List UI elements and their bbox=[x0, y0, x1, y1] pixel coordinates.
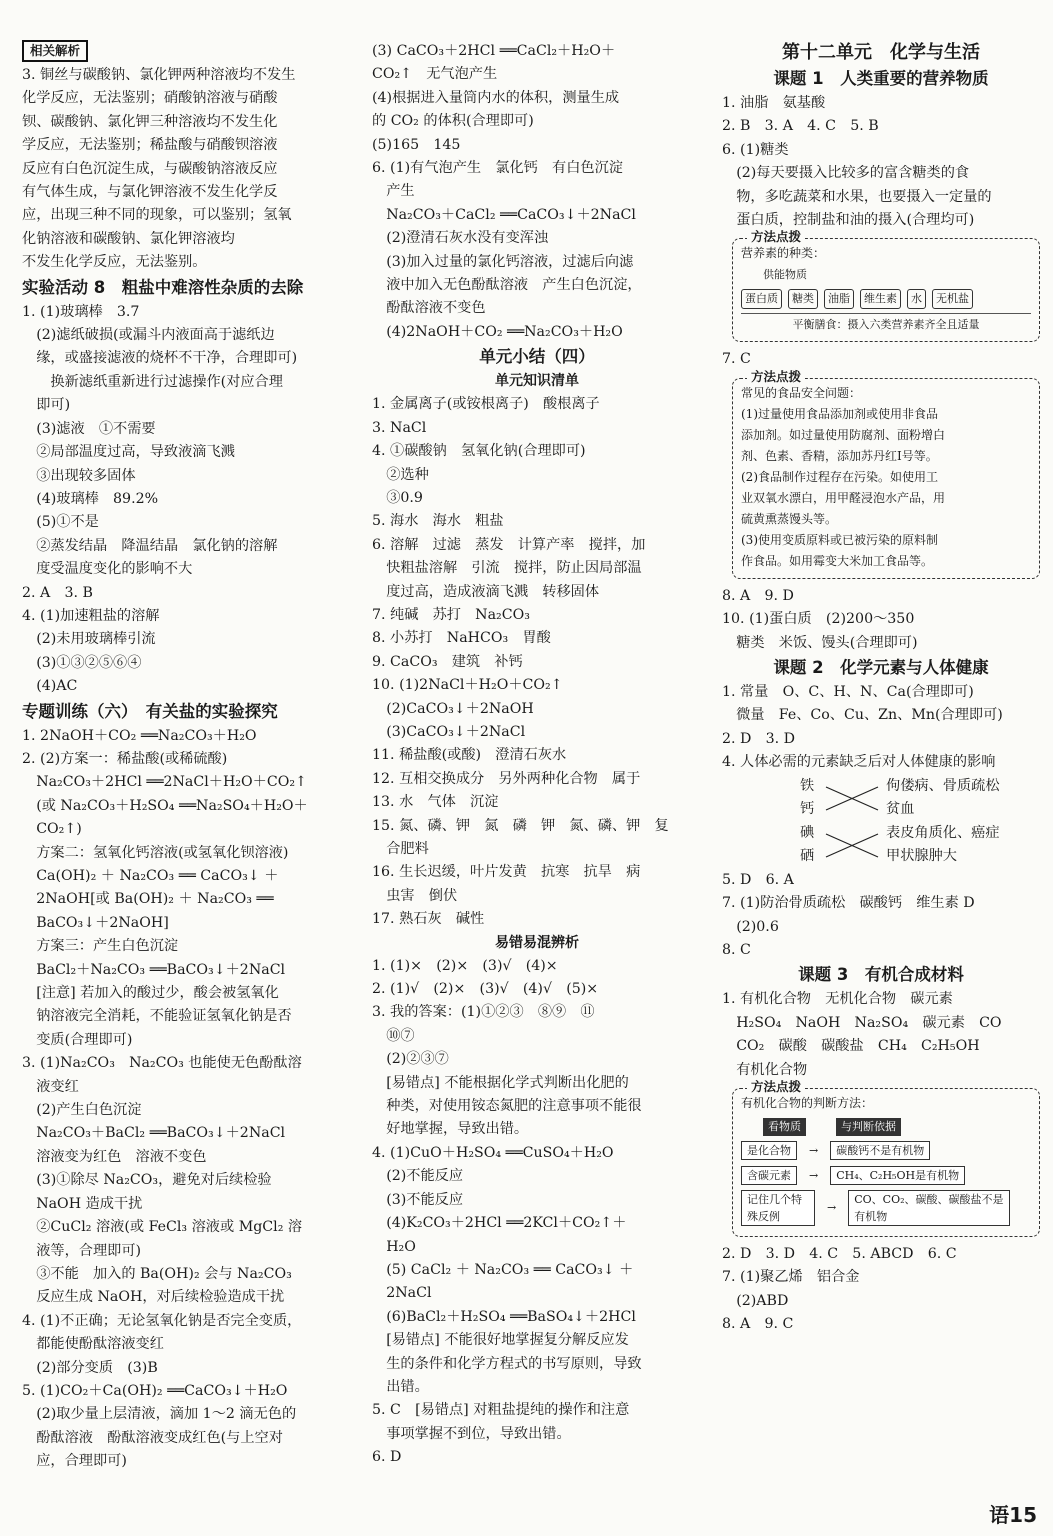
answer-line: 溶液变为红色 溶液不变色 bbox=[22, 1148, 207, 1165]
answer-line: 4. 人体必需的元素缺乏后对人体健康的影响 bbox=[722, 754, 996, 771]
answer-line: 3. NaCl bbox=[372, 419, 427, 436]
answer-line: ⑩⑦ bbox=[372, 1027, 415, 1044]
answer-line: 化钠溶液和碳酸钠、氯化钾溶液均 bbox=[22, 230, 235, 247]
answer-line: 7. 纯碱 苏打 Na₂CO₃ bbox=[372, 606, 530, 623]
effects bbox=[886, 775, 1000, 869]
answer-line: 2. A 3. B bbox=[22, 584, 93, 601]
answer-line: Ca(OH)₂ ＋ Na₂CO₃ ══ CaCO₃↓ ＋ bbox=[22, 868, 279, 884]
answer-line: (2)食品制作过程存在污染。如使用工 bbox=[741, 469, 938, 484]
flow-head bbox=[741, 1118, 1031, 1136]
answer-line: CO₂↑) bbox=[22, 821, 82, 838]
answer-line: (3)加入过量的氯化钙溶液，过滤后向滤 bbox=[372, 253, 634, 270]
answer-line: 好地掌握，导致出错。 bbox=[372, 1121, 529, 1138]
answer-line: 8. C bbox=[722, 941, 751, 958]
flow-row bbox=[741, 1165, 1031, 1186]
answer-line: 种类，对使用铵态氮肥的注意事项不能很 bbox=[372, 1098, 642, 1115]
answer-line: (4)根据进入量筒内水的体积，测量生成 bbox=[372, 89, 620, 106]
answer-line: 合肥料 bbox=[372, 841, 429, 857]
answer-line: 8. 小苏打 NaHCO₃ 胃酸 bbox=[372, 630, 551, 647]
answer-line: 液中加入无色酚酞溶液 产生白色沉淀， bbox=[372, 277, 642, 294]
topic1-answers bbox=[722, 92, 1040, 232]
answer-line: 12. 互相交换成分 另外两种化合物 属于 bbox=[372, 770, 641, 787]
topic2-answers bbox=[722, 681, 1040, 775]
element-name: 硒 bbox=[800, 847, 815, 864]
answer-line: (4)2NaOH＋CO₂ ══Na₂CO₃＋H₂O bbox=[372, 323, 623, 340]
answer-line: (3)①③②⑤⑥④ bbox=[22, 654, 142, 671]
answer-line: 2NaOH[或 Ba(OH)₂ ＋ Na₂CO₃ ══ bbox=[22, 891, 274, 908]
answer-line: ②蒸发结晶 降温结晶 氯化钠的溶解 bbox=[22, 537, 278, 554]
flow-row bbox=[741, 1190, 1031, 1226]
answer-line: 应，出现三种不同的现象，可以鉴别；氢氧 bbox=[22, 207, 292, 224]
answer-line: (3)①除尽 Na₂CO₃，避免对后续检验 bbox=[22, 1172, 272, 1189]
answer-line: (4)K₂CO₃＋2HCl ══2KCl＋CO₂↑＋ bbox=[372, 1215, 627, 1232]
answer-line: 4. (1)CuO＋H₂SO₄ ══CuSO₄＋H₂O bbox=[372, 1144, 614, 1161]
answer-line: 1. 2NaOH＋CO₂ ══Na₂CO₃＋H₂O bbox=[22, 727, 257, 744]
page-number: 语15 bbox=[989, 1503, 1037, 1527]
answer-line: (5)①不是 bbox=[22, 514, 99, 531]
special6-answers bbox=[22, 725, 352, 1474]
flow-note: CH₄、C₂H₅OH是有机物 bbox=[830, 1166, 965, 1185]
answer-line: 3. (1)Na₂CO₃ Na₂CO₃ 也能使无色酚酞溶 bbox=[22, 1055, 302, 1072]
answer-line: 1. (1)玻璃棒 3.7 bbox=[22, 303, 140, 320]
answer-line: 方案三：产生白色沉淀 bbox=[22, 938, 179, 955]
section-heading: 专题训练（六） 有关盐的实验探究 bbox=[22, 701, 278, 721]
answer-line: 3. 铜丝与碳酸钠、氯化钾两种溶液均不发生 bbox=[22, 67, 296, 83]
answer-line: 酚酞溶液不变色 bbox=[372, 300, 486, 317]
answer-line: 液变红 bbox=[22, 1078, 79, 1095]
topic3-answers bbox=[722, 988, 1040, 1082]
answer-line: 有机化合物 bbox=[722, 1061, 808, 1078]
answer-line: 2. B 3. A 4. C 5. B bbox=[722, 118, 879, 135]
answer-line: 13. 水 气体 沉淀 bbox=[372, 794, 499, 811]
answer-line: 6. 溶解 过滤 蒸发 计算产率 搅拌，加 bbox=[372, 536, 646, 553]
answer-line: (2)滤纸破损(或漏斗内液面高于滤纸边 bbox=[22, 327, 275, 344]
matching-lines bbox=[822, 775, 882, 869]
effect: 佝偻病、骨质疏松 bbox=[886, 777, 1000, 794]
answer-line: (2)取少量上层清液，滴加 1～2 滴无色的 bbox=[22, 1406, 297, 1423]
answer-line: (3)滤液 ①不需要 bbox=[22, 420, 156, 437]
answer-line: 11. 稀盐酸(或酸) 澄清石灰水 bbox=[372, 747, 567, 764]
answer-line: Na₂CO₃＋BaCl₂ ══BaCO₃↓＋2NaCl bbox=[22, 1125, 286, 1142]
answer-line: ③出现较多固体 bbox=[22, 467, 136, 484]
answer-line: [注意] 若加入的酸过少，酸会被氢氧化 bbox=[22, 985, 279, 1002]
answer-line: 有气体生成，与氯化钾溶液不发生化学反 bbox=[22, 184, 278, 201]
answer-line: (5) CaCl₂ ＋ Na₂CO₃ ══ CaCO₃↓ ＋ bbox=[372, 1261, 634, 1278]
answer-line: 即可) bbox=[22, 397, 71, 414]
nutrient-item: 油脂 bbox=[824, 289, 854, 309]
answer-line: 化学反应，无法鉴别；硝酸钠溶液与硝酸 bbox=[22, 90, 278, 107]
answer-line: (4)玻璃棒 89.2% bbox=[22, 490, 159, 507]
answer-line: 缘，或盛接滤液的烧杯不干净，合理即可) bbox=[22, 350, 298, 367]
nutrient-item: 水 bbox=[907, 289, 926, 309]
answer-line: 的 CO₂ 的体积(合理即可) bbox=[372, 113, 534, 130]
answer-line: 5. 海水 海水 粗盐 bbox=[372, 513, 504, 530]
answer-line: 15. 氮、磷、钾 氮 磷 钾 氮、磷、钾 复 bbox=[372, 817, 669, 834]
answer-line: 2. D 3. D 4. C 5. ABCD 6. C bbox=[722, 1245, 957, 1262]
answer-line: 1. 油脂 氨基酸 bbox=[722, 95, 826, 111]
answer-line: Na₂CO₃＋2HCl ══2NaCl＋H₂O＋CO₂↑ bbox=[22, 774, 307, 791]
flow-key: 看物质 bbox=[763, 1118, 806, 1136]
answer-line: 16. 生长迟缓，叶片发黄 抗寒 抗旱 病 bbox=[372, 864, 641, 881]
answer-line: 7. (1)聚乙烯 铝合金 bbox=[722, 1269, 860, 1286]
related-analysis-tag: 相关解析 bbox=[22, 40, 88, 62]
element-names bbox=[800, 775, 814, 869]
answer-line: 钡、碳酸钠、氯化钾三种溶液均不发生化 bbox=[22, 113, 278, 130]
answer-line: 换新滤纸重新进行过滤操作(对应合理 bbox=[22, 373, 283, 390]
arrow-icon: → bbox=[809, 1143, 819, 1157]
topic3b-answers bbox=[722, 1243, 1040, 1337]
analysis-text bbox=[22, 64, 352, 275]
method-tip-box bbox=[732, 1078, 1040, 1237]
answer-line: (4)AC bbox=[22, 678, 78, 695]
answer-line: 7. (1)防治骨质疏松 碳酸钙 维生素 D bbox=[722, 895, 975, 912]
answer-line: 出错。 bbox=[372, 1378, 429, 1395]
answer-line: 事项掌握不到位，导致出错。 bbox=[372, 1425, 571, 1442]
answer-line: BaCO₃↓＋2NaOH] bbox=[22, 914, 169, 931]
nutrient-list bbox=[741, 289, 1031, 309]
answer-line: 方案二：氢氧化钙溶液(或氢氧化钡溶液) bbox=[22, 844, 289, 861]
answer-line: 剂、色素、香精，添加苏丹红Ⅰ号等。 bbox=[741, 448, 938, 463]
answer-line: 1. (1)× (2)× (3)√ (4)× bbox=[372, 957, 558, 974]
answer-line: (6)BaCl₂＋H₂SO₄ ══BaSO₄↓＋2HCl bbox=[372, 1308, 636, 1325]
answer-line: 反应生成 NaOH，对后续检验造成干扰 bbox=[22, 1289, 285, 1306]
answer-line: 6. (1)糖类 bbox=[722, 141, 789, 158]
answer-line: 2. (2)方案一：稀盐酸(或稀硫酸) bbox=[22, 750, 228, 767]
answer-line: 10. (1)2NaCl＋H₂O＋CO₂↑ bbox=[372, 677, 563, 694]
answer-line: CO₂↑ 无气泡产生 bbox=[372, 66, 498, 83]
answer-line: (或 Na₂CO₃＋H₂SO₄ ══Na₂SO₄＋H₂O＋ bbox=[22, 797, 308, 814]
error-answers bbox=[372, 955, 702, 1470]
after-box-answers bbox=[722, 585, 1040, 655]
section-heading: 课题 1 人类重要的营养物质 bbox=[773, 69, 989, 88]
answer-line: 4. ①碳酸钠 氢氧化钠(合理即可) bbox=[372, 443, 586, 460]
answer-line: 4. (1)不正确；无论氢氧化钠是否完全变质， bbox=[22, 1312, 302, 1329]
answer-line: 6. (1)有气泡产生 氯化钙 有白色沉淀 bbox=[372, 160, 623, 177]
answer-line: 常见的食品安全问题： bbox=[741, 385, 862, 400]
effect: 甲状腺肿大 bbox=[886, 847, 957, 864]
answer-line: 产生 bbox=[372, 183, 415, 200]
answer-line: 2. (1)√ (2)× (3)√ (4)√ (5)× bbox=[372, 981, 599, 998]
section-heading: 单元小结（四） bbox=[479, 347, 595, 367]
answer-line: (2)产生白色沉淀 bbox=[22, 1102, 142, 1119]
answer-line: 7. C bbox=[722, 351, 751, 368]
answer-line: 度受温度变化的影响不大 bbox=[22, 561, 193, 578]
effect: 贫血 bbox=[886, 801, 915, 818]
column-3 bbox=[722, 40, 1040, 1337]
box-caption: 有机化合物的判断方法： bbox=[741, 1095, 874, 1110]
flow-step: 记住几个特殊反例 bbox=[741, 1190, 815, 1226]
answer-line: 业双氧水漂白，用甲醛浸泡水产品，用 bbox=[741, 490, 946, 505]
answer-line: 不发生化学反应，无法鉴别。 bbox=[22, 254, 207, 271]
continued-answers bbox=[372, 40, 702, 344]
nutrient-item: 糖类 bbox=[788, 289, 818, 309]
answer-line: (2)不能反应 bbox=[372, 1168, 464, 1185]
answer-line: (3) CaCO₃＋2HCl ══CaCl₂＋H₂O＋ bbox=[372, 43, 616, 59]
flow-key: 与判断依据 bbox=[836, 1118, 901, 1136]
answer-line: 反应有白色沉淀生成，与碳酸钠溶液反应 bbox=[22, 160, 278, 177]
checklist-answers bbox=[372, 393, 702, 931]
section-heading: 实验活动 8 粗盐中难溶性杂质的去除 bbox=[22, 277, 304, 297]
box-lines bbox=[741, 383, 1031, 572]
answer-line: ②局部温度过高，导致液滴飞溅 bbox=[22, 444, 235, 461]
element-matching-diagram bbox=[778, 775, 1040, 869]
answer-line: 蛋白质，控制盐和油的摄入(合理均可) bbox=[722, 212, 975, 229]
answer-line: (2)部分变质 (3)B bbox=[22, 1359, 158, 1376]
element-name: 钙 bbox=[800, 801, 815, 818]
subsection-heading: 单元知识清单 bbox=[495, 373, 579, 390]
answer-line: 5. D 6. A bbox=[722, 871, 794, 888]
answer-line: 9. CaCO₃ 建筑 补钙 bbox=[372, 653, 523, 670]
answer-line: NaOH 造成干扰 bbox=[22, 1195, 143, 1212]
box-footer: 平衡膳食：摄入六类营养素齐全且适量 bbox=[741, 313, 1031, 335]
answer-line: (2)未用玻璃棒引流 bbox=[22, 631, 156, 648]
answer-line: ③不能 加入的 Ba(OH)₂ 会与 Na₂CO₃ bbox=[22, 1265, 292, 1282]
answer-line: (5)165 145 bbox=[372, 136, 461, 153]
answer-line: 作食品。如用霉变大米加工食品等。 bbox=[741, 553, 934, 568]
answer-line: (3)不能反应 bbox=[372, 1191, 464, 1208]
nutrient-item: 蛋白质 bbox=[741, 289, 782, 309]
activity8-answers bbox=[22, 301, 352, 699]
element-name: 碘 bbox=[800, 824, 815, 841]
answer-line: 5. (1)CO₂＋Ca(OH)₂ ══CaCO₃↓＋H₂O bbox=[22, 1382, 288, 1399]
answer-line: 2NaCl bbox=[372, 1285, 432, 1302]
answer-line: (2)②③⑦ bbox=[372, 1051, 449, 1068]
box-title: 方法点拨 bbox=[747, 1078, 805, 1096]
answer-line: ③0.9 bbox=[372, 489, 423, 506]
flow-step: 是化合物 bbox=[741, 1141, 797, 1160]
box-caption: 营养素的种类： bbox=[741, 246, 826, 261]
answer-line: 微量 Fe、Co、Cu、Zn、Mn(合理即可) bbox=[722, 707, 1003, 724]
box-subcaption: 供能物质 bbox=[763, 268, 807, 282]
answer-line: 生的条件和化学方程式的书写原则，导致 bbox=[372, 1355, 642, 1372]
subsection-heading: 易错易混辨析 bbox=[495, 934, 579, 951]
flow-step: 含碳元素 bbox=[741, 1166, 797, 1185]
answer-line: Na₂CO₃＋CaCl₂ ══CaCO₃↓＋2NaCl bbox=[372, 206, 636, 223]
box-title: 方法点拨 bbox=[747, 368, 805, 386]
answer-line: [易错点] 不能很好地掌握复分解反应发 bbox=[372, 1332, 629, 1349]
answer-line: 都能使酚酞溶液变红 bbox=[22, 1336, 164, 1353]
answer-line: 物，多吃蔬菜和水果，也要摄入一定量的 bbox=[722, 188, 992, 205]
answer-line: H₂O bbox=[372, 1238, 416, 1255]
element-name: 铁 bbox=[800, 777, 815, 794]
answer-line: 8. A 9. C bbox=[722, 1316, 794, 1333]
answer-line: 10. (1)蛋白质 (2)200～350 bbox=[722, 611, 915, 628]
column-1 bbox=[22, 40, 352, 1474]
answer-line: (3)CaCO₃↓＋2NaCl bbox=[372, 723, 526, 740]
flow-note: 碳酸钙不是有机物 bbox=[830, 1141, 930, 1160]
answer-line: (1)过量使用食品添加剂或使用非食品 bbox=[741, 406, 938, 421]
column-2 bbox=[372, 40, 702, 1470]
unit-title: 第十二单元 化学与生活 bbox=[782, 42, 980, 63]
method-tip-box bbox=[732, 229, 1040, 342]
answer-line: 5. C [易错点] 对粗盐提纯的操作和注意 bbox=[372, 1402, 630, 1419]
answer-line: 度过高，造成液滴飞溅 转移固体 bbox=[372, 583, 600, 600]
flow-row bbox=[741, 1140, 1031, 1161]
topic2b-answers bbox=[722, 869, 1040, 963]
answer-line: 添加剂。如过量使用防腐剂、面粉增白 bbox=[741, 427, 946, 442]
answer-line: 快粗盐溶解 引流 搅拌，防止因局部温 bbox=[372, 560, 642, 577]
arrow-icon: → bbox=[809, 1168, 819, 1182]
effect: 表皮角质化、癌症 bbox=[886, 824, 1000, 841]
answer-line: 17. 熟石灰 碱性 bbox=[372, 911, 485, 928]
answer-line: 学反应，无法鉴别；稀盐酸与硝酸钡溶液 bbox=[22, 137, 278, 154]
answer-line: 硫黄熏蒸馒头等。 bbox=[741, 511, 838, 526]
arrow-icon: → bbox=[827, 1201, 837, 1215]
answer-line: ②选种 bbox=[372, 466, 429, 483]
box-title: 方法点拨 bbox=[747, 228, 805, 246]
answer-line: (2)0.6 bbox=[722, 918, 779, 935]
answer-line: BaCl₂＋Na₂CO₃ ══BaCO₃↓＋2NaCl bbox=[22, 961, 286, 978]
answer-line: 酚酞溶液 酚酞溶液变成红色(与上空对 bbox=[22, 1429, 283, 1446]
answer-line: 变质(合理即可) bbox=[22, 1031, 133, 1048]
nutrient-item: 无机盐 bbox=[932, 289, 973, 309]
answer-line: 6. D bbox=[372, 1449, 402, 1466]
answer-line: 1. 常量 O、C、H、N、Ca(合理即可) bbox=[722, 684, 974, 701]
answer-line: 钠溶液完全消耗，不能验证氢氧化钠是否 bbox=[22, 1008, 292, 1025]
answer-line: CO₂ 碳酸 碳酸盐 CH₄ C₂H₅OH bbox=[722, 1038, 980, 1055]
answer-line: [易错点] 不能根据化学式判断出化肥的 bbox=[372, 1074, 629, 1091]
answer-line: 3. 我的答案：(1)①②③ ⑧⑨ ⑪ bbox=[372, 1004, 595, 1021]
answer-line: H₂SO₄ NaOH Na₂SO₄ 碳元素 CO bbox=[722, 1014, 1002, 1031]
answer-line: 8. A 9. D bbox=[722, 587, 794, 604]
section-heading: 课题 3 有机合成材料 bbox=[798, 965, 964, 985]
answer-line: 应，合理即可) bbox=[22, 1453, 127, 1470]
answer-line: (3)使用变质原料或已被污染的原料制 bbox=[741, 532, 938, 547]
answer-line: 4. (1)加速粗盐的溶解 bbox=[22, 607, 160, 624]
flow-note: CO、CO₂、碳酸、碳酸盐不是有机物 bbox=[848, 1190, 1010, 1226]
answer-line: 1. 有机化合物 无机化合物 碳元素 bbox=[722, 991, 953, 1008]
answer-line: 2. D 3. D bbox=[722, 730, 796, 747]
answer-line: 虫害 倒伏 bbox=[372, 887, 458, 904]
answer-line: (2)每天要摄入比较多的富含糖类的食 bbox=[722, 165, 970, 182]
nutrient-item: 维生素 bbox=[860, 289, 901, 309]
answer-line: 糖类 米饭、馒头(合理即可) bbox=[722, 634, 918, 651]
answer-line: (2)CaCO₃↓＋2NaOH bbox=[372, 700, 534, 717]
section-heading: 课题 2 化学元素与人体健康 bbox=[773, 658, 989, 678]
answer-line: 1. 金属离子(或铵根离子) 酸根离子 bbox=[372, 396, 600, 413]
answer-line: 液等，合理即可) bbox=[22, 1242, 142, 1259]
method-tip-box bbox=[732, 368, 1040, 579]
answer-line: ②CuCl₂ 溶液(或 FeCl₃ 溶液或 MgCl₂ 溶 bbox=[22, 1219, 303, 1236]
answer-line: (2)ABD bbox=[722, 1292, 789, 1309]
answer-line: (2)澄清石灰水没有变浑浊 bbox=[372, 230, 549, 247]
